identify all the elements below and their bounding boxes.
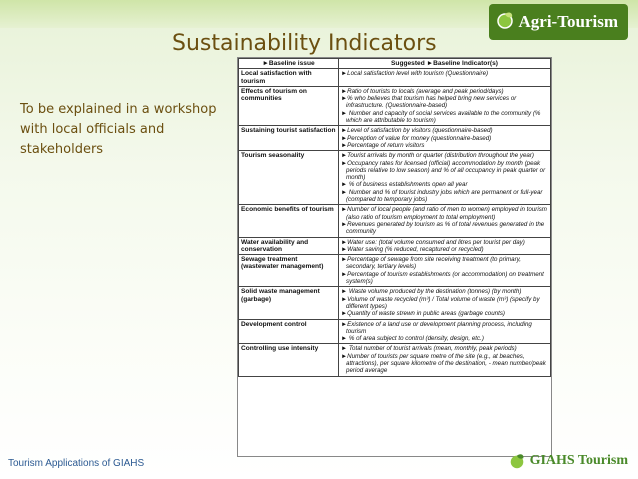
indicator-item: ►Level of satisfaction by visitors (questionnaire-based) [341, 127, 493, 135]
indicator-cell [339, 287, 551, 319]
indicator-cell [339, 69, 551, 87]
indicator-item: ► Number and % of tourist industry jobs which are permanent or full-year (compared to temporary jobs) [341, 188, 543, 204]
header-baseline-issue: ►Baseline issue [239, 59, 339, 69]
indicator-cell [339, 86, 551, 125]
indicator-item: ►Volume of waste recycled (m³) / Total volume of waste (m³) (specify by different types) [341, 295, 540, 310]
indicator-cell [339, 344, 551, 376]
table-row [239, 255, 551, 287]
indicator-table [237, 57, 552, 457]
table-row [239, 287, 551, 319]
table-row [239, 69, 551, 87]
table-row [239, 86, 551, 125]
indicator-cell [339, 151, 551, 205]
indicator-item: ►Number of tourists per square metre of the site (e.g., at beaches, attractions), per square kilometre of the destination, - mean number/peak period average [341, 352, 546, 375]
indicator-item: ►Percentage of return visitors [341, 141, 425, 149]
indicator-item: ►Perception of value for money (questionnaire-based) [341, 134, 492, 142]
footer-brand [508, 452, 628, 470]
indicator-cell [339, 205, 551, 237]
table-row [239, 126, 551, 151]
indicator-item: ►Water use: (total volume consumed and litres per tourist per day) [341, 238, 525, 246]
indicator-item: ►Local satisfaction level with tourism (Questionnaire) [341, 70, 489, 78]
indicator-item: ►Occupancy rates for licensed (official) accommodation by month (peak periods relative to low season) and % of all occupancy in peak quarter or month) [341, 159, 546, 182]
leaf-globe-icon [508, 452, 526, 470]
indicator-cell [339, 126, 551, 151]
brand-badge [489, 4, 629, 40]
indicator-item: ►Existence of a land use or development planning process, including tourism [341, 320, 532, 335]
table-row [239, 344, 551, 376]
baseline-issue-cell: Sewage treatment (wastewater management) [239, 255, 339, 287]
baseline-issue-cell: Sustaining tourist satisfaction [239, 126, 339, 151]
table-header-row [239, 59, 551, 69]
table-row [239, 319, 551, 344]
table-row [239, 237, 551, 255]
indicator-item: ►Tourist arrivals by month or quarter (distribution throughout the year) [341, 152, 534, 160]
baseline-issue-cell: Tourism seasonality [239, 151, 339, 205]
indicator-item: ►Revenues generated by tourism as % of total revenues generated in the community [341, 220, 545, 236]
leaf-globe-icon [495, 10, 515, 30]
side-note: To be explained in a workshop with local officials and stakeholders [20, 102, 217, 157]
baseline-issue-cell: Economic benefits of tourism [239, 205, 339, 237]
indicator-item: ► Number and capacity of social services available to the community (% which are attributable to tourism) [341, 109, 541, 125]
indicator-item: ► % of area subject to control (density, design, etc.) [341, 335, 484, 343]
indicator-cell [339, 255, 551, 287]
table-row [239, 151, 551, 205]
baseline-issue-cell: Water availability and conservation [239, 237, 339, 255]
baseline-issue-cell: Controlling use intensity [239, 344, 339, 376]
indicator-cell [339, 319, 551, 344]
slide-title: Sustainability Indicators [172, 31, 437, 56]
indicator-item: ►Number of local people (and ratio of men to women) employed in tourism (also ratio of tourism employment to total employment) [341, 206, 547, 221]
header-suggested-indicators: Suggested ►Baseline Indicator(s) [339, 59, 551, 69]
indicator-table-grid [238, 58, 551, 377]
indicator-item: ► Total number of tourist arrivals (mean, monthly, peak periods) [341, 345, 517, 353]
baseline-issue-cell: Development control [239, 319, 339, 344]
baseline-issue-cell: Solid waste management (garbage) [239, 287, 339, 319]
baseline-issue-cell: Local satisfaction with tourism [239, 69, 339, 87]
baseline-issue-cell: Effects of tourism on communities [239, 86, 339, 125]
indicator-item: ► % of business establishments open all year [341, 181, 468, 189]
indicator-item: ►Percentage of tourism establishments (or accommodation) on treatment system(s) [341, 270, 544, 286]
brand-name: Agri-Tourism [518, 12, 618, 31]
indicator-item: ►Ratio of tourists to locals (average and peak period/days) [341, 87, 504, 95]
indicator-cell [339, 237, 551, 255]
indicator-item: ►% who believes that tourism has helped bring new services or infrastructure. (Questionnaire-based) [341, 95, 517, 110]
table-row [239, 205, 551, 237]
indicator-item: ►Percentage of sewage from site receiving treatment (to primary, secondary, tertiary levels) [341, 256, 522, 271]
footer-brand-text: GIAHS Tourism [529, 453, 628, 468]
indicator-item: ►Water saving (% reduced, recaptured or recycled) [341, 245, 484, 253]
indicator-item: ► Waste volume produced by the destination (tonnes) (by month) [341, 288, 522, 296]
indicator-item: ►Quantity of waste strewn in public areas (garbage counts) [341, 310, 505, 318]
footer-caption: Tourism Applications of GIAHS [8, 458, 145, 469]
